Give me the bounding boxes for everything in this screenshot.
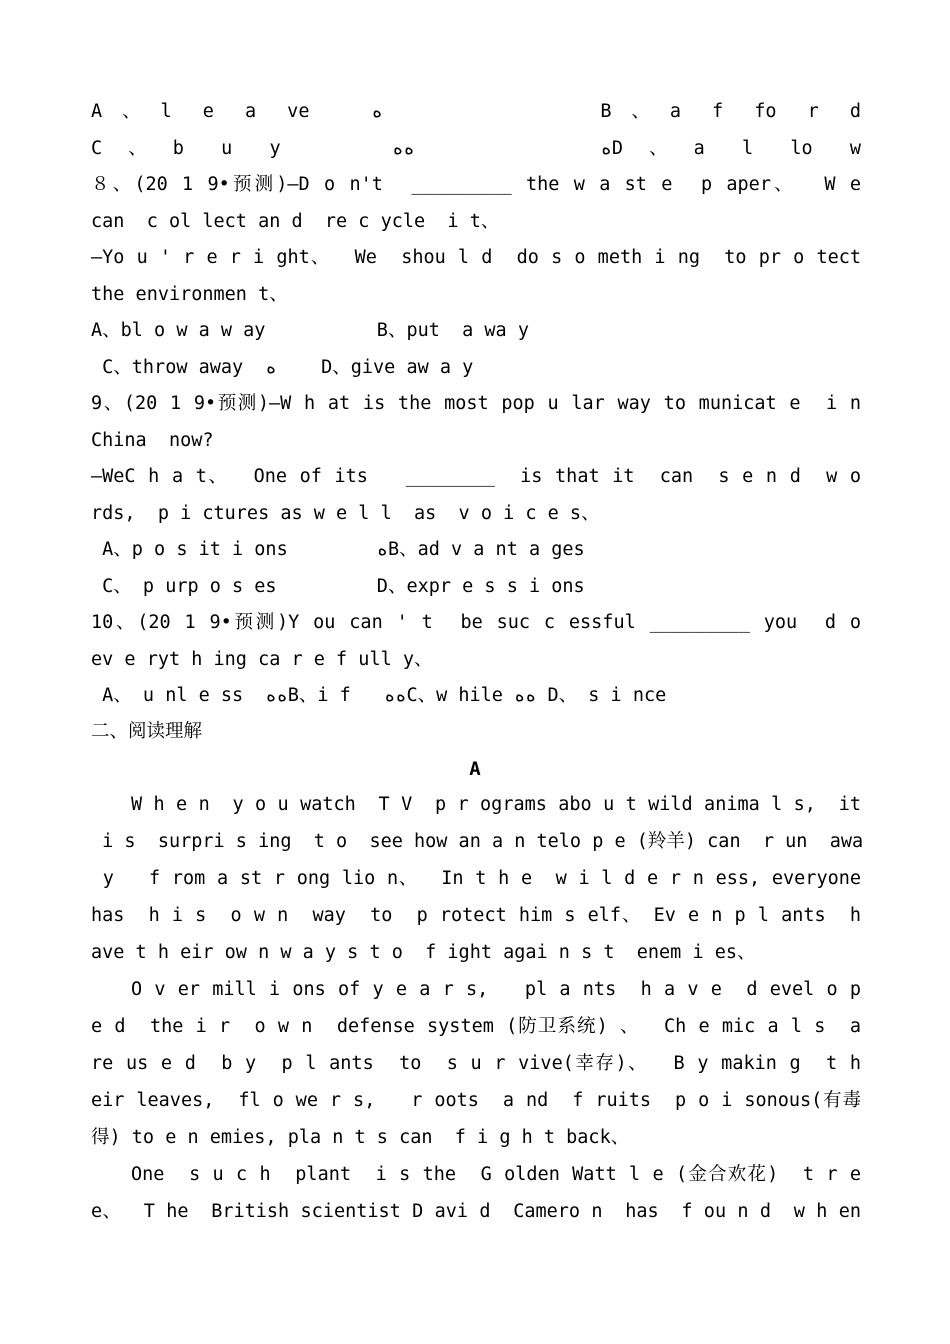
question-9-reply-cont: rds, p i ctures as w e l l as v o i c e s、: [91, 503, 600, 524]
question-8: ８、(20 1 9•预测)—D o n't _________ the w a st e p aper、 W e: [91, 174, 861, 195]
passage-heading: A: [469, 758, 481, 780]
passage-line: ave t h eir ow n w a y s t o f ight agai n s t enem i es、: [91, 942, 756, 963]
option-line: C、b u y ﻩ ﻩﻩD、a l lo w: [91, 138, 861, 159]
option-line: A、 u nl e ss ﻩﻩB、i f ﻩﻩC、w hile ﻩﻩ D、 s i nce: [91, 685, 667, 706]
section-title: 二、阅读理解: [91, 721, 203, 742]
option-line: C、 p urp o s es D、expr e s s i ons: [91, 576, 585, 597]
question-10-cont: ev e ryt h ing ca r e f ull y、: [91, 649, 433, 670]
option-line: A、l e a ve ﻩ B、a f fo r d: [91, 101, 861, 122]
option-line: C、throw away ﻩ D、give aw a y: [91, 357, 474, 378]
passage-line: One s u c h plant i s the G olden Watt l e (金合欢花) t r e: [131, 1164, 861, 1185]
question-8-reply-cont: the environmen t、: [91, 284, 288, 305]
question-10: 10、(20 1 9•预测)Y ou can ' t be suc c essful _________ you d o: [91, 612, 861, 633]
option-line: A、p o s it i ons ﻩB、ad v a nt a ges: [91, 539, 585, 560]
passage-line: re us e d b y p l ants to s u r vive(幸存)、 B y makin g t h: [91, 1053, 861, 1074]
question-8-cont: can c ol lect an d re c ycle i t、: [91, 211, 500, 232]
question-9: 9、(20 1 9•预测)—W h at is the most pop u lar way to municat e i n: [91, 393, 861, 414]
passage-line: eir leaves, fl o we r s, r oots a nd f ruits p o i sonous(有毒: [91, 1090, 861, 1111]
question-8-reply: —Yo u ' r e r i ght、 We shou l d do s o meth i ng to pr o tect: [91, 247, 861, 268]
question-9-cont: China now?: [91, 430, 214, 451]
passage-line: y f rom a st r ong lio n、 In t h e w i l d e r n ess, everyone: [91, 868, 861, 889]
passage-line: e d the i r o w n defense system (防卫系统) 、 Ch e mic a l s a: [91, 1016, 861, 1037]
passage-line: e、 T he British scientist D avi d Camero n has f ou n d w h en: [91, 1201, 861, 1222]
passage-line: W h e n y o u watch T V p r ograms abo u t wild anima l s, it: [131, 794, 861, 815]
option-line: A、bl o w a w ay B、put a wa y: [91, 320, 529, 341]
passage-line: has h i s o w n way to p rotect him s elf、 Ev e n p l ants h: [91, 905, 861, 926]
passage-line: i s surpri s ing t o see how an a n telo p e (羚羊) can r un awa: [91, 831, 864, 852]
passage-line: O v er mill i ons of y e a r s, pl a nts h a v e d evel o p: [131, 979, 861, 1000]
question-9-reply: —WeC h a t、 One of its ________ is that it can s e n d w o: [91, 466, 861, 487]
passage-line: 得) to e n emies, pla n t s can f i g h t back、: [91, 1127, 630, 1148]
